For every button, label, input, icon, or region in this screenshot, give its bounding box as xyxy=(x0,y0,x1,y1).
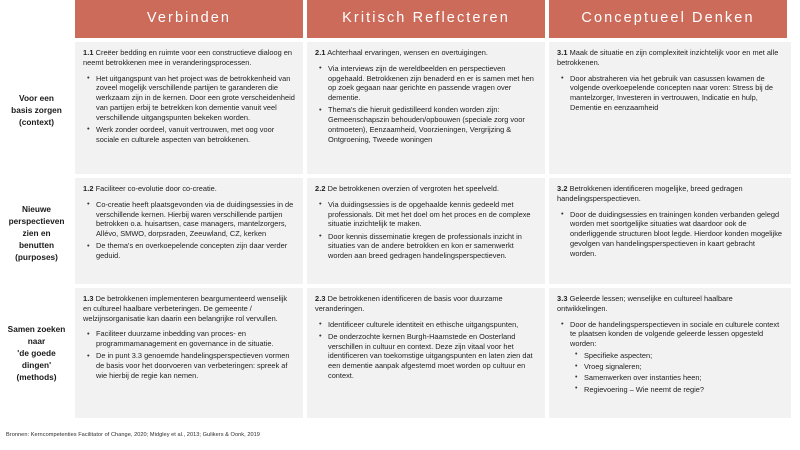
list-item: • Identificeer culturele identiteit en ethische uitgangspunten, xyxy=(315,320,537,330)
list-item: • Vroeg signaleren; xyxy=(570,362,783,372)
list-item xyxy=(557,320,783,395)
row-header-methods-line-1: Samen zoeken xyxy=(7,323,66,334)
cell-3-1-heading-text: Maak de situatie en zijn complexiteit inzichtelijk voor en met alle betrokkenen. xyxy=(557,48,779,67)
cell-1-3 xyxy=(75,288,307,418)
cell-2-3-heading xyxy=(315,294,537,314)
list-item: • Faciliteer duurzame inbedding van proces- en programmamanagement en governance in de situatie. xyxy=(83,329,295,349)
list-item: • De thema's en overkoepelende concepten zijn daar verder geduid. xyxy=(83,241,295,261)
cell-1-3-heading xyxy=(83,294,295,323)
cell-3-1-bullets xyxy=(557,74,783,113)
cell-2-1 xyxy=(307,42,549,178)
row-header-purposes xyxy=(0,178,75,288)
list-item: • Door de duidingsessies en trainingen konden verbanden gelegd worden met soortgelijke situaties wat daardoor ook de onderliggende structuren bloot legde. Hierdoor konden mogelijke gevolgen van handelingsperspectieven in kaart gebracht worden. xyxy=(557,210,783,259)
list-item: • Door kennis disseminatie kregen de professionals inzicht in situaties van de andere betrokken en kon er samenwerkt worden aan breed gedragen handelingsperspectieven. xyxy=(315,232,537,261)
row-header-purposes-line-1: Nieuwe xyxy=(21,203,52,214)
cell-2-2-bullets xyxy=(315,200,537,261)
cell-3-1-number: 3.1 xyxy=(557,48,568,57)
cell-3-1-heading xyxy=(557,48,783,68)
cell-3-2-heading-text: Betrokkenen identificeren mogelijke, breed gedragen handelingsperspectieven. xyxy=(557,184,743,203)
cell-2-2-number: 2.2 xyxy=(315,184,326,193)
cell-3-2-heading xyxy=(557,184,783,204)
list-item: • Via duidingsessies is de opgehaalde kennis gedeeld met professionals. Dit met het doel om het proces en de complexe situatie inzichtelijk te maken. xyxy=(315,200,537,229)
list-item: • De in punt 3.3 genoemde handelingsperspectieven vormen de basis voor het doorvoeren van verbeteringen: spreek af wie hierbij de regie kan nemen. xyxy=(83,351,295,380)
cell-2-3-number: 2.3 xyxy=(315,294,326,303)
list-item: • Het uitgangspunt van het project was de betrokkenheid van zoveel mogelijk verschillende partijen te garanderen die werkzaam zijn in de kernen. Door een grote verscheidenheid van partijen erbij te betrekken kon dementie vanuit veel verschillende uitgangspunten bekeken worden. xyxy=(83,74,295,123)
cell-1-3-heading-text: De betrokkenen implementeren beargumenteerd wenselijk en cultureel haalbare verbeteringen. De gemeente / welzijnsorganisatie kan daarin een belangrijke rol vervullen. xyxy=(83,294,288,323)
cell-3-2-bullets xyxy=(557,210,783,259)
list-item: • Thema's die hieruit gedistilleerd konden worden zijn: Gemeenschapszin behouden/opbouwen (speciale zorg voor ontmoeten), Eenzaamheid, Voorzieningen, Vergrijzing & Ontgroening, Tweede woningen xyxy=(315,105,537,144)
list-item: • Specifieke aspecten; xyxy=(570,351,783,361)
cell-2-1-number: 2.1 xyxy=(315,48,326,57)
list-item: • Samenwerken over instanties heen; xyxy=(570,373,783,383)
cell-2-1-heading-text: Achterhaal ervaringen, wensen en overtuigingen. xyxy=(327,48,488,57)
row-header-purposes-line-2: perspectieven xyxy=(8,215,65,226)
cell-1-2 xyxy=(75,178,307,288)
cell-1-3-bullets xyxy=(83,329,295,380)
row-header-purposes-line-5: (purposes) xyxy=(15,252,58,263)
cell-1-1-heading-text: Creëer bedding en ruimte voor een constructieve dialoog en neemt betrokkenen mee in veranderingsprocessen. xyxy=(83,48,293,67)
row-header-context xyxy=(0,42,75,178)
cell-3-1 xyxy=(549,42,791,178)
cell-1-2-number: 1.2 xyxy=(83,184,94,193)
source-footnote: Bronnen: Kerncompetenties Facilitator of Change, 2020; Midgley et al., 2013; Gulikers & Oonk, 2019 xyxy=(6,432,260,438)
cell-1-1-bullets xyxy=(83,74,295,145)
cell-1-1-number: 1.1 xyxy=(83,48,94,57)
cell-3-3-bullets xyxy=(557,320,783,395)
row-header-methods-line-4: dingen' xyxy=(21,360,52,370)
row-header-purposes-line-3: zien en xyxy=(22,227,51,238)
row-header-methods-line-5: (methods) xyxy=(16,372,57,383)
cell-2-3-bullets xyxy=(315,320,537,381)
cell-3-3-sublist xyxy=(570,351,783,395)
row-header-context-line-1: Voor een xyxy=(19,92,54,103)
list-item: • Werk zonder oordeel, vanuit vertrouwen, met oog voor sociale en culturele aspecten van betrokkenen. xyxy=(83,125,295,145)
list-item: • Regievoering – Wie neemt de regie? xyxy=(570,385,783,395)
row-header-methods-line-2: naar xyxy=(27,335,46,346)
row-header-context-line-2: basis zorgen xyxy=(11,104,62,115)
cell-2-2-heading xyxy=(315,184,537,194)
column-header-kritisch-reflecteren: Kritisch Reflecteren xyxy=(307,0,549,42)
cell-3-3-bullet-text: Door de handelingsperspectieven in sociale en culturele context te plaatsen konden de volgende geleerde lessen opgesteld worden: xyxy=(570,319,780,349)
cell-2-3-heading-text: De betrokkenen identificeren de basis voor duurzame veranderingen. xyxy=(315,294,503,313)
list-item: • Door abstraheren via het gebruik van casussen kwamen de volgende overkoepelende concepten naar voren: Stress bij de mantelzorger, Investeren in vertrouwen, Indicatie en hulp, Dementie en eenzaamheid xyxy=(557,74,783,113)
cell-3-3 xyxy=(549,288,791,418)
cell-1-2-heading xyxy=(83,184,295,194)
cell-2-2-heading-text: De betrokkenen overzien of vergroten het speelveld. xyxy=(327,184,499,193)
list-item: • Via interviews zijn de wereldbeelden en perspectieven opgehaald. Betrokkenen zijn benaderd en er is samen met hen op zoek gegaan naar gerichte en passende vragen over dementie. xyxy=(315,64,537,103)
cell-2-1-bullets xyxy=(315,64,537,145)
row-header-context-line-3: (context) xyxy=(18,117,55,127)
cell-2-3 xyxy=(307,288,549,418)
list-item: • De onderzochte kernen Burgh-Haamstede en Oosterland verschillen in cultuur en context. Deze zijn vitaal voor het identificeren van toekomstige uitgangspunten en laten zien dat een dementie aanpak afgestemd moet worden op cultuur en context. xyxy=(315,332,537,381)
matrix-corner-blank xyxy=(0,0,75,42)
row-header-methods-line-3: 'de goede xyxy=(17,347,56,358)
cell-3-3-heading xyxy=(557,294,783,314)
cell-1-2-bullets xyxy=(83,200,295,261)
cell-2-2 xyxy=(307,178,549,288)
cell-3-2 xyxy=(549,178,791,288)
column-header-conceptueel-denken: Conceptueel Denken xyxy=(549,0,791,42)
cell-1-1-heading xyxy=(83,48,295,68)
cell-1-2-heading-text: Faciliteer co-evolutie door co-creatie. xyxy=(95,184,217,193)
cell-3-3-number: 3.3 xyxy=(557,294,568,303)
cell-3-3-heading-text: Geleerde lessen; wenselijke en cultureel haalbare ontwikkelingen. xyxy=(557,294,733,313)
cell-3-2-number: 3.2 xyxy=(557,184,568,193)
cell-1-1 xyxy=(75,42,307,178)
row-header-methods xyxy=(0,288,75,418)
column-header-verbinden: Verbinden xyxy=(75,0,307,42)
cell-1-3-number: 1.3 xyxy=(83,294,94,303)
list-item: • Co-creatie heeft plaatsgevonden via de duidingsessies in de verschillende kernen. Hierbij waren verschillende partijen betrokken o.a. huisartsen, case managers, mantelzorgers, Allévo, SMWO, dorpsraden, Zeeuwland, CZ, kerken xyxy=(83,200,295,239)
row-header-purposes-line-4: benutten xyxy=(18,240,55,250)
cell-2-1-heading xyxy=(315,48,537,58)
